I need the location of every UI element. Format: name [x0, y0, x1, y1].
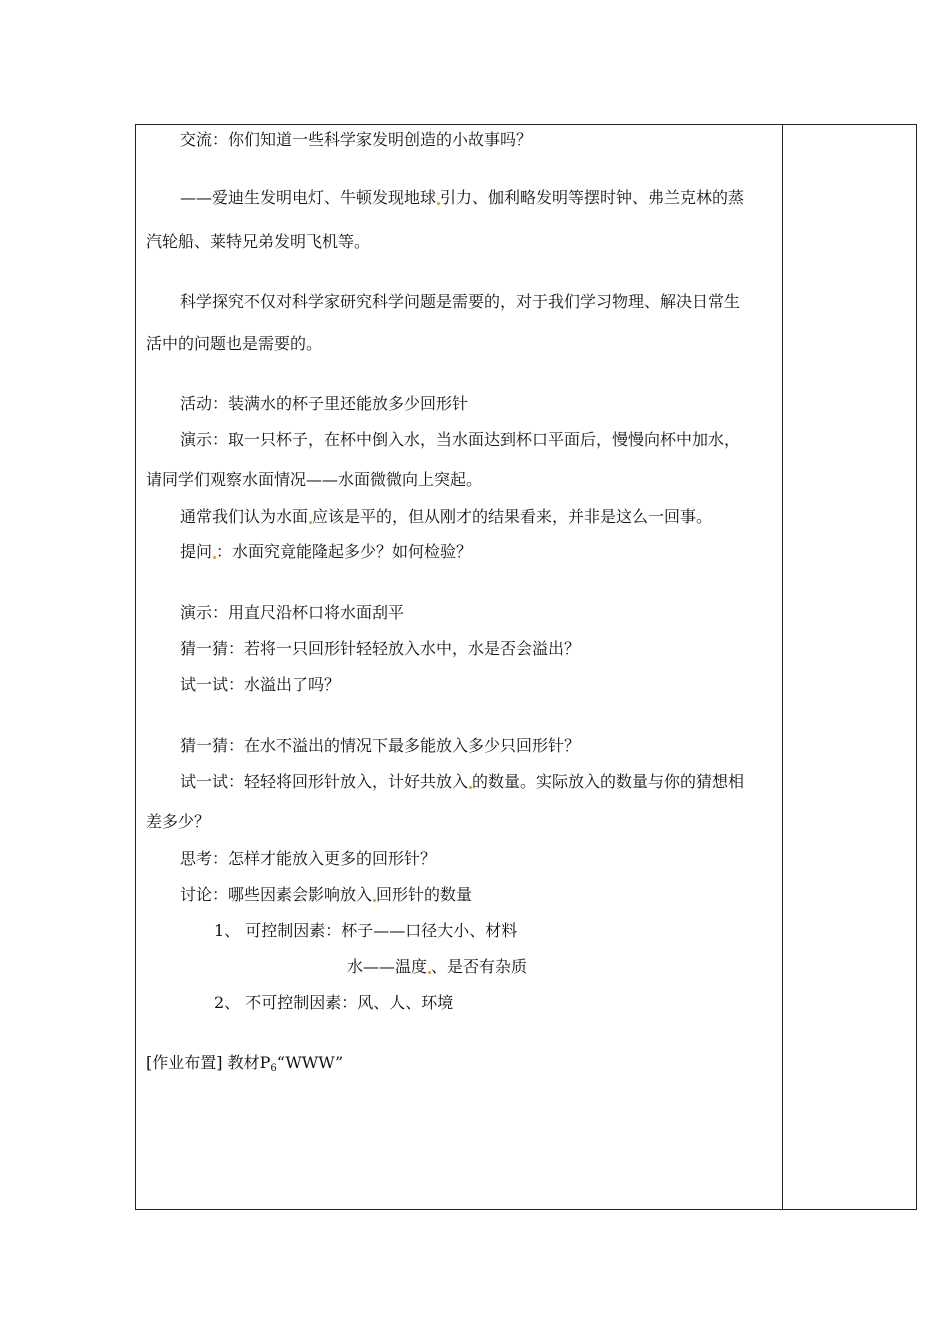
- text-line-homework: [作业布置] 教材$P_6“WWW$”: [146, 1053, 344, 1074]
- text-line-demo-1-cont: 请同学们观察水面情况——水面微微向上突起。: [146, 470, 483, 489]
- text-line-activity: 活动：装满水的杯子里还能放多少回形针: [180, 394, 469, 413]
- text-line-demo-1: 演示：取一只杯子，在杯中倒入水，当水面达到杯口平面后，慢慢向杯中加水，: [180, 430, 741, 449]
- text-line-try-1: 试一试：水溢出了吗？: [180, 675, 341, 694]
- text-line-inquiry-cont: 活中的问题也是需要的。: [146, 334, 323, 353]
- text-line-controllable: 1、 可控制因素：杯子——口径大小、材料: [214, 921, 518, 940]
- text-line-inventors-cont: 汽轮船、莱特兄弟发明飞机等。: [146, 232, 371, 251]
- text-line-inquiry: 科学探究不仅对科学家研究科学问题是需要的，对于我们学习物理、解决日常生: [180, 292, 741, 311]
- text-line-discuss: 讨论：哪些因素会影响放入 回形针的数量: [180, 885, 473, 904]
- text-line-demo-2: 演示：用直尺沿杯口将水面刮平: [180, 603, 405, 622]
- text-line-guess-2: 猜一猜：在水不溢出的情况下最多能放入多少只回形针？: [180, 736, 581, 755]
- text-line-uncontrollable: 2、 不可控制因素：风、人、环境: [214, 993, 454, 1012]
- text-line-usually: 通常我们认为水面 应该是平的，但从刚才的结果看来，并非是这么一回事。: [180, 507, 713, 526]
- text-line-try-2-cont: 差多少？: [146, 812, 211, 831]
- text-line-think: 思考：怎样才能放入更多的回形针？: [180, 849, 437, 868]
- text-line-exchange: 交流：你们知道一些科学家发明创造的小故事吗？: [180, 130, 533, 149]
- text-line-question: 提问 ：水面究竟能隆起多少？如何检验？: [180, 542, 473, 561]
- column-divider: [782, 125, 783, 1209]
- text-line-water-factors: 水——温度 、是否有杂质: [347, 957, 528, 976]
- text-line-inventors: ——爱迪生发明电灯、牛顿发现地球 引力、伽利略发明等摆时钟、弗兰克林的蒸: [180, 188, 745, 207]
- lesson-table: [135, 124, 917, 1210]
- text-line-guess-1: 猜一猜：若将一只回形针轻轻放入水中，水是否会溢出？: [180, 639, 581, 658]
- text-line-try-2: 试一试：轻轻将回形针放入，计好共放入 的数量。实际放入的数量与你的猜想相: [180, 772, 745, 791]
